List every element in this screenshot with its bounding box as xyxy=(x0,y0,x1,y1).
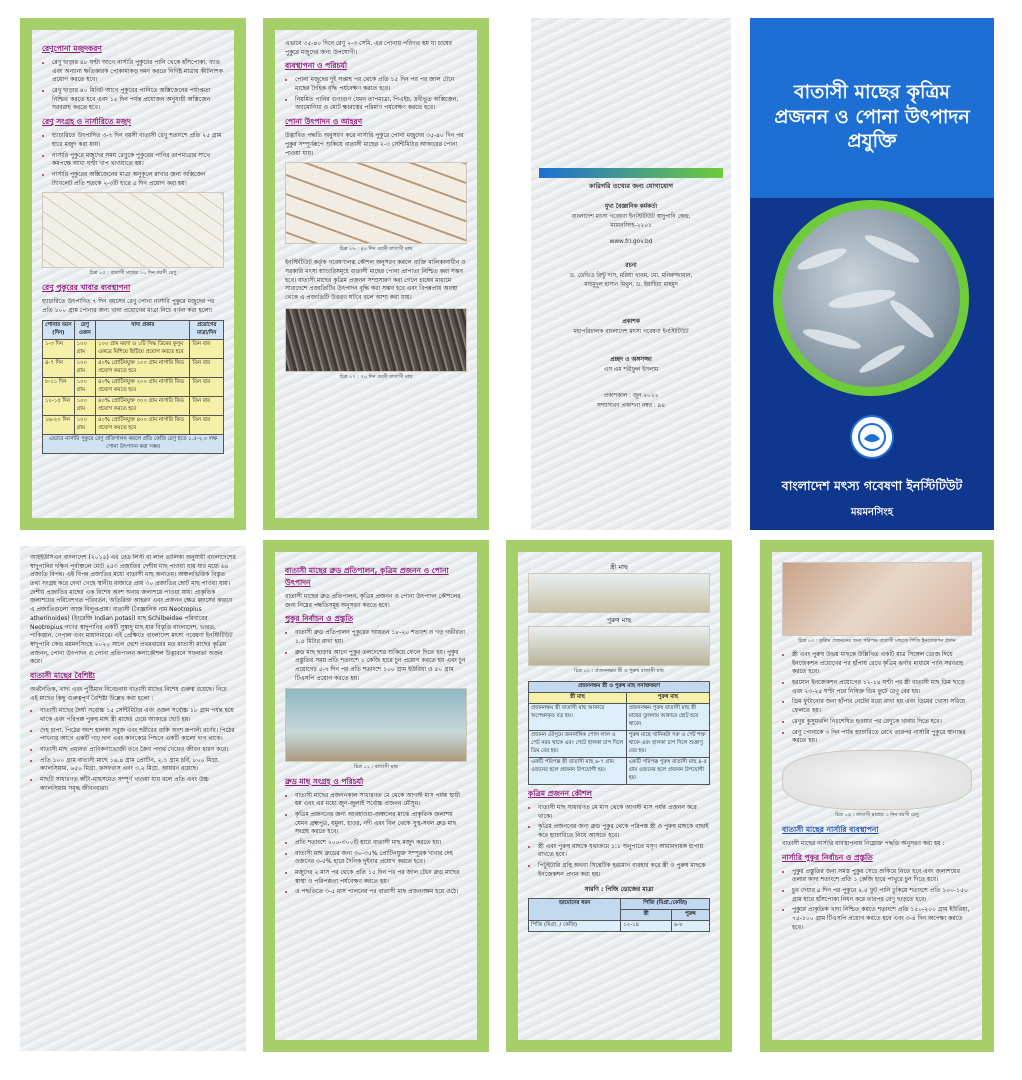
bullet: • নিয়মিত পানির গুণাগুণ যেমন তাপমাত্রা, পিএইচ, দ্রবীভূত অক্সিজেন, অ্যামোনিয়া ও মোট ক্ষারত্বের পরিমাণ পর্যবেক্ষণ করতে হবে। xyxy=(295,96,467,113)
table-cell: ৮-১১ দিন xyxy=(43,377,75,396)
caption: চিত্র ০২ : প্রজননক্ষম স্ত্রী ও পুরুষ বাতাসী মাছ xyxy=(574,668,664,674)
heading-brood: বাতাসী মাছের ব্রুড প্রতিপালন, কৃত্রিম প্রজনন ও পোনা উৎপাদন xyxy=(285,566,449,587)
feed-table xyxy=(42,320,224,454)
table-cell: ৪০% প্রোটিনযুক্ত ২০০ গ্রাম নার্সারি ফিড প্রয়োগ করতে হবে xyxy=(95,377,189,396)
photo-70-day-fish xyxy=(285,308,467,372)
table-cell: একটি পরিপক্ক স্ত্রী বাতাসী মাছ ৬-৭ গ্রাম ওজনের হলে প্রজনন উপযোগী হয়। xyxy=(529,758,627,785)
heading-nursery: বাতাসী মাছের নার্সারি ব্যবস্থাপনা xyxy=(782,824,879,834)
table-cell: ১০০ গ্রাম ময়দা ও ১টি সিদ্ধ ডিমের কুসুম একত্রে মিশিয়ে ছিটিয়ে প্রয়োগ করতে হবে xyxy=(95,339,189,358)
bullet: • প্রতি শতাংশে ২০০-৩০০টি হারে বাতাসী মাছ মজুদ করতে হয়। xyxy=(295,839,467,848)
table-cell: তিন বার xyxy=(190,415,224,434)
bullet: • নার্সারি পুকুরে মজুদের সময় রেণুকে পুকুরের পানির তাপমাত্রার সাথে কমপক্ষে আধা ঘণ্টা খাপ খাওয়াতে হয়। xyxy=(52,152,224,169)
paragraph: ইনস্টিটিউট কর্তৃক গবেষণালব্ধ কৌশল অনুসরণ করলে ব্যক্তি মালিকানাধীন ও সরকারি মৎস্য হ্যাচারিসমূহে বাতাসী মাছের পোনা প্রাপ্যতা নিশ্চিত করা সম্ভব হবে। বাতাসী মাছের কৃত্রিম প্রজনন সম্প্রসারণ করা গেলে চাষের মাধ্যমে সারাদেশে প্রজাতিটির উৎপাদন বৃদ্ধি করা সম্ভব হবে এবং বিপন্নপ্রায় অবস্থা থেকে এ প্রজাতিটি উত্তরণ ঘটবে বলে আশা করা যায়। xyxy=(285,259,466,301)
panel-content xyxy=(275,552,477,1040)
bullet: • বাতাসী মাছ ব্রুডের জন্য ৩০-৩৫% প্রোটিনযুক্ত সম্পূরক খাবার দেহ ওজনের ৩-৫% হারে দৈনিক দুইবার প্রয়োগ করতে হবে। xyxy=(295,850,467,867)
table-cell: তিন বার xyxy=(190,377,224,396)
table-cell: ১-৩ দিন xyxy=(43,339,75,358)
paragraph: উদ্ভাবিত পদ্ধতি অনুসরণ করে নার্সারি পুকুরে পোনা মজুদের ৩৫-৪০ দিন পর পুকুর সম্পূর্ণরূপে শুকিয়ে বাতাসী মাছের ২-৩ সেন্টিমিটার আকারের পোনা পাওয়া যায়। xyxy=(285,132,464,157)
paragraph: অর্থনৈতিক, খাদ্য এবং পুষ্টিমান বিবেচনায় বাতাসী মাছের বিশেষ গুরুত্ব রয়েছে। নিচে এই মাছের কিছু গুরুত্বপূর্ণ বৈশিষ্ট্য উল্লেখ করা হলো : xyxy=(30,685,227,702)
panel-nursery-stocking xyxy=(20,18,246,530)
table-cell: একটি পরিপক্ক পুরুষ বাতাসী মাছ ৪-৫ গ্রাম ওজনের হলে প্রজনন উপযোগী হয়। xyxy=(626,758,709,785)
panel-content xyxy=(772,552,982,1040)
heading-fry-stocking: রেণুপোনা মজুদকরণ xyxy=(42,44,102,53)
table-header: পোনার বয়স (দিন) xyxy=(43,320,75,339)
table-cell: পুরুষ মাছে খানিকটা সরু ও পেট শক্ত থাকে এবং হালকা চাপ দিলে শুক্রাণু বের হয়। xyxy=(626,731,709,758)
table-cell: ১২-১৪ xyxy=(621,920,672,931)
bullet: • স্ত্রী এবং পুরুষ মাছকে যথাক্রমে ১:১ অনুপাতে মসৃণ আরামদায়ক হাপায় রাখতে হবে। xyxy=(538,843,710,860)
paragraph: বাতাসী মাছের ব্রুড প্রতিপালন, কৃত্রিম প্রজনন ও পোনা উৎপাদন কৌশলের জন্য নিম্নের পদ্ধতিসমূহ অনুসরণ করতে হবে। xyxy=(285,593,461,609)
design-title: প্রচ্ছদ ও অঙ্গসজ্জা xyxy=(610,357,652,363)
table-header: পুরুষ মাছ xyxy=(626,693,709,704)
table-cell: প্রজননক্ষম পুরুষ বাতাসী মাছ স্ত্রী মাছের তুলনায় আকারে ছোট হয়ে থাকে। xyxy=(626,704,709,731)
heading-characteristics: বাতাসী মাছের বৈশিষ্ট্য xyxy=(30,670,95,680)
table-footer: এভাবে নার্সারি পুকুরে রেণু প্রতিপালন করলে প্রতি কেজি রেণু হতে ১.৫-২.০ লক্ষ পোনা উৎপাদন করা সম্ভব xyxy=(43,434,224,453)
authors-title: রচনা xyxy=(625,263,637,269)
paragraph: বাতাসী মাছের নার্সারি ব্যবস্থাপনায় নিম্নোক্ত পদ্ধতি অনুসরণ করা হয় : xyxy=(782,839,945,847)
bullet: • বাতাসী মাছ প্রধানত প্রাণিকণাভোজী তবে জৈব পদার্থ খেয়েও জীবন ধারণ করে। xyxy=(40,746,236,755)
table-cell: ১০০ গ্রাম xyxy=(74,339,95,358)
table-cell: তিন বার xyxy=(190,396,224,415)
paragraph: আইইউসিএন বাংলাদেশ (২০১৫) এর রেড লিস্ট বা লাল তালিকা অনুযায়ী বাংলাদেশের স্বাদুপানির দক্ষিণ পূর্বাঞ্চলে মোট ২৫৩ প্রজাতির দেশীয় মাছ পাওয়া যায় যার মধ্যে ৬৪ প্রজাতি বিপন্ন। এই বিপন্ন প্রজাতির মধ্যে বাতাসী মাছ অন্যতম। অঞ্চলভিত্তিক বিস্তৃত তথ্য সংগ্রহ করে দেখা গেছে স্থানীয় বাজারে প্রায় ৩০ প্রজাতির ছোট মাছ পাওয়া যায়। দেশীয় প্রজাতির মাছের এক বিশেষ অংশ অবাধ জলাশয়ে পাওয়া যায়। প্রাকৃতিক জলাশয়ের পরিবেশগত পরিবর্তন, অতিরিক্ত আহরণ এবং প্রজনন ক্ষেত্র ধ্বংসের কারণে এ প্রজাতিগুলো আজ বিলুপ্তপ্রায়। বাতাসী (বৈজ্ঞানিক নাম Neotropius atherinoides) (ইংরেজি Indian potasi) মাছ Schilbeidae পরিবারের Neotropius গণের স্বাদুপানির একটি সুস্বাদু মাছ যার বিস্তৃতি বাংলাদেশ, ভারত, পাকিস্তান, নেপাল এবং মায়ানমারে। এই প্রেক্ষিতে বাংলাদেশ মৎস্য গবেষণা ইনস্টিটিউট স্বাদুপানি কেন্দ্র ময়মনসিংহে ২০২০ সালে দেশে প্রথমবারের মত বাতাসী মাছের কৃত্রিম প্রজনন, পোনা উৎপাদন ও পোনা প্রতিপালন কলাকৌশল উদ্ভাবনে সফলতা অর্জন করে। xyxy=(30,554,236,666)
panel-introduction xyxy=(20,546,246,1051)
male-label: পুরুষ মাছ xyxy=(606,616,632,624)
bullet: • রেণু ছাড়ার ৪০ মিনিট আগে পুকুরের পানিতে অক্সিজেনের পর্যাপ্ততা নিশ্চিত করতে হবে এবং ১৫ দিন পর্যন্ত প্রয়োজন অনুযায়ী অক্সিজেন সরবরাহ করতে হবে। xyxy=(52,87,224,113)
panel-content xyxy=(518,552,720,1040)
bullet: • ডিম ফুটানোর জন্য হাঁপার নেটের মধ্যে রাখা হয় এবং ডিমের খোসা সরিয়ে ফেলতে হয়। xyxy=(792,698,972,715)
heading-fry-collection: রেণু সংগ্রহ ও নার্সারিতে মজুদ xyxy=(42,117,131,127)
bullet: • বাতাসী ব্রুড প্রতিপালন পুকুরের আয়তন ১৮-২০ শতাংশ ও গড় গভীরতা ১.৫ মিটার রাখা হয়। xyxy=(295,629,467,646)
table-cell: ১৬-২০ দিন xyxy=(43,415,75,434)
cover-panel xyxy=(750,18,994,530)
heading-nursery-pond: নার্সারি পুকুর নির্বাচন ও প্রস্তুতি xyxy=(782,852,873,862)
heading-feed-management: রেণু পুকুরের খাবার ব্যবস্থাপনা xyxy=(42,283,131,293)
bullet: • ব্রুড মাছ ছাড়ার আগে পুকুর তলদেশের শুকিয়ে ফেলে দিতে হয়। পুকুর প্রস্তুতির সময় প্রতি শতাংশে ১ কেজি হারে চুন প্রয়োগ করতে হয় এবং চুন প্রয়োগের ৫-৭ দিন পর প্রতি শতাংশে ১০০ গ্রাম ইউরিয়া ও ৫০ গ্রাম টিএসপি প্রয়োগ করতে হয়। xyxy=(295,649,467,684)
dose-table xyxy=(528,898,710,932)
bfri-logo-icon xyxy=(850,415,894,459)
institute-name: বাংলাদেশ মৎস্য গবেষণা ইনস্টিটিউট xyxy=(781,478,963,493)
dg-title: মুখ্য বৈজ্ঞানিক কর্মকর্তা xyxy=(604,204,658,210)
bullet: • বাতাসী মাছের দৈর্ঘ্য সর্বোচ্চ ১৫ সেন্টিমিটার এবং ওজন সর্বোচ্চ ১৮ গ্রাম পর্যন্ত হয়ে থাকে এবং পরিপক্ক পুরুষ মাছ স্ত্রী মাছের চেয়ে আকারে ছোট হয়। xyxy=(40,707,236,724)
table-cell: তিন বার xyxy=(190,339,224,358)
heading-breeding-technique: কৃত্রিম প্রজনন কৌশল xyxy=(528,789,593,798)
website: www.fri.gov.bd xyxy=(609,239,653,245)
bullet: • কৃত্রিম প্রজননের জন্য আবহাওয়া-অঞ্চলের মাঝে প্রাকৃতিক জলাশয় যেমন ব্রহ্মপুত্র, যমুনা, হাওর, নদী এবং বিল থেকে সুস্থ-সবল ব্রুড মাছ সংগ্রহ করতে হবে। xyxy=(295,811,467,837)
authors: ড. ডেভিড রিন্টু দাস, মরিয়া খানম, মো. মনিরুজ্জামান, মাহমুদুল হাসান মিথুন, ড. ইয়াহিয়া মাহমুদ xyxy=(569,273,693,288)
bullet: • দেহ চাপা, পিঠের অংশ হালকা সবুজ এবং শরীরের বাকি অংশ রূপালী বর্ণের। পিঠের পাখনার আগে একটি গাঢ় দাগ এবং কানকোর পিছনে একটি কালো দাগ থাকে। xyxy=(40,727,236,744)
table-header: পিজি (মিগ্রা./কেজি) xyxy=(621,898,710,909)
caption: চিত্র ০৬ : ৪০ দিন বয়সী বাতাসী মাছ xyxy=(339,246,413,253)
heading-pond-prep: পুকুর নির্বাচন ও প্রস্তুতি xyxy=(285,614,354,624)
bullet: • মজুদের ২ মাস পর থেকে প্রতি ১৫ দিন পর পর জাল টেনে ব্রুড মাছের স্বাস্থ্য ও পরিপক্কতা পর্যবেক্ষণ করতে হয়। xyxy=(295,869,467,886)
panel-content xyxy=(32,30,234,518)
panel-content xyxy=(275,30,477,518)
table-cell: ৪-৭ দিন xyxy=(43,358,75,377)
photo-injection xyxy=(782,562,972,636)
caption: চিত্র ০৪ : বাতাসী মাছের ৩ দিন বয়সী রেণু xyxy=(835,811,919,818)
table-header: স্ত্রী মাছ xyxy=(529,693,627,704)
comparison-table xyxy=(528,681,710,785)
table-cell: ১২-১৫ দিন xyxy=(43,396,75,415)
photo-40-day-fish xyxy=(285,162,467,244)
table-cell: ৪০% প্রোটিনযুক্ত ৩০০ গ্রাম নার্সারি ফিড প্রয়োগ করতে হবে xyxy=(95,396,189,415)
panel-content xyxy=(30,554,236,1043)
table-cell: ৪০% প্রোটিনযুক্ত ৪০০ গ্রাম নার্সারি ফিড প্রয়োগ করতে হবে xyxy=(95,415,189,434)
table-cell: ১০০ গ্রাম xyxy=(74,396,95,415)
paragraph: হ্যাচারিতে উৎপাদিত ৭ দিন বয়সের রেণু পোনা নার্সারি পুকুরে মজুদের পর প্রতি ১০০ গ্রাম পোনার জন্য খাদ্য প্রয়োগের মাত্রা নিচে বর্ণনা করা হলো। xyxy=(42,298,215,314)
table-title: প্রজননক্ষম স্ত্রী ও পুরুষ মাছ সনাক্তকরণ xyxy=(529,682,710,693)
bullet: • চুন দেয়ার ৫ দিন পর পুকুরে ২.৫ ফুট পানি ঢুকিয়ে শতাংশে প্রতি ১০০-১৫০ গ্রাম হারে হাঁসপোকা নিধন করে তারপর রেণু ছাড়তে হবে। xyxy=(792,887,972,904)
bullet: • পুকুর প্রস্তুতির জন্য সমস্ত পুকুর সেচে শুকিয়ে নিতে হবে এবং জলাশয়ের তলার কাদা শতাংশে প্রতি ১ কেজি হারে পাথুরে চুন দিতে হবে। xyxy=(792,868,972,885)
publication-date: প্রকাশকাল : জুন ২০২২ xyxy=(603,393,659,399)
photo-3-day-fry xyxy=(782,750,972,810)
bullet: • বাতাসী মাছ সাধারণত মে মাস থেকে আগস্ট মাস পর্যন্ত প্রজনন করে থাকে। xyxy=(538,804,710,821)
panel-contact-info xyxy=(531,18,731,530)
bullet: • হরমোন ইনজেকশন প্রয়োগের ১২-১৪ ঘণ্টা পর স্ত্রী বাতাসী মাছ ডিম ছাড়ে এবং ২৩-২৫ ঘণ্টা পরে নিষিক্ত ডিম ফুটে রেণু বের হয়। xyxy=(792,679,972,696)
table-header: হরমোনের ধরন xyxy=(529,898,621,920)
designer: এস এম শরীফুল ইসলাম xyxy=(603,367,659,373)
table-cell: পিজি (মিগ্রা. / কেজি) xyxy=(529,920,621,931)
photo-batasi-fish xyxy=(285,688,467,762)
panel-nursery-management xyxy=(760,540,994,1052)
bullet: • কৃত্রিম প্রজননের জন্য ব্রুড পুকুর থেকে পরিপক্ক স্ত্রী ও পুরুষ মাছকে বাছাই করে হ্যাচারিতে নিয়ে আসতে হবে। xyxy=(538,823,710,840)
caption: চিত্র ০৭ : ৭০ দিন বয়সী বাতাসী মাছ xyxy=(339,373,413,380)
photo-male-fish xyxy=(528,626,710,666)
publication-number: সম্প্রসারণ প্রকাশনা নম্বর : ৯৪ xyxy=(596,403,666,409)
table-cell: ৪০% প্রোটিনযুক্ত ১০০ গ্রাম নার্সারি ফিড প্রয়োগ করতে হবে xyxy=(95,358,189,377)
bullet: • মাছটি সাধারণত কাঁটা-মাছসমেত সম্পূর্ণ খাওয়া যায় বলে প্রতি এবং উচ্চ ক্যালসিয়াম সমৃদ্ধ জীবনধারা। xyxy=(40,776,236,793)
photo-female-fish xyxy=(528,573,710,613)
bullet: • নার্সারি পুকুরের অক্সিজেনের মাত্রা অনুকূলে রাখার জন্য অক্সিজেন ট্যাবলেট প্রতি শতকে ২-৩টি হারে ৫ দিন প্রয়োগ করা হয়। xyxy=(52,171,224,188)
table-cell: প্রজননক্ষম স্ত্রী বাতাসী মাছ আকারে অপেক্ষাকৃত বড় হয়। xyxy=(529,704,627,731)
bullet: • স্ত্রী এবং পুরুষ উভয় মাছকে উল্লিখিত একটি মাত্র সিঙ্গেল ডোজ দিয়ে ইনজেকশন প্রয়োগের পর হাঁপায় রেখে কৃত্রিম ঝর্ণার মাধ্যমে পানি সরবরাহ করতে হবে। xyxy=(792,651,972,677)
heading-management: ব্যবস্থাপনা ও পরিচর্যা xyxy=(285,61,348,71)
table-header: পুরুষ xyxy=(671,909,709,920)
female-label: স্ত্রী মাছ xyxy=(610,563,628,571)
publisher: মহাপরিচালক বাংলাদেশ মৎস্য গবেষণা ইনস্টিটিউট xyxy=(573,329,689,335)
bullet: • প্রতি ১০০ গ্রাম বাতাসী মাছে ১৬.৪ গ্রাম প্রোটিন, ২.১ গ্রাম চর্বি, ৮০০ মিগ্রা. ক্যালসিয়াম, ৬৫০ মিগ্রা. ফসফরাস এবং ৩.২ মিগ্রা. আয়রন রয়েছে। xyxy=(40,757,236,774)
bullet: • বাতাসী মাছের প্রজননকাল সাধারণত মে থেকে আগস্ট মাস পর্যন্ত স্থায়ী হয় এবং এর মধ্যে জুন-জুলাই সর্বোচ্চ প্রজনন মৌসুম। xyxy=(295,792,467,809)
publisher-title: প্রকাশক xyxy=(622,319,640,325)
panel-artificial-breeding xyxy=(506,540,732,1052)
contact-title-bar xyxy=(539,168,723,178)
table-cell: প্রজনন মৌসুমে জননাঙ্গিক পোল লাল ও পেট নরম থাকে এবং পেটে হালকা চাপ দিলে ডিম বের হয়। xyxy=(529,731,627,758)
contact-title: কারিগরি তথ্যের জন্য যোগাযোগ xyxy=(588,182,673,190)
bullet: • পুকুরে প্রাকৃতিক খাদ্য নিশ্চিত করতে শতাংশে প্রতি ১৫০-২০০ গ্রাম ইউরিয়া, ৭৫-১০০ গ্রাম টিএসপি প্রয়োগ করতে হবে এবং ৩-৪ দিন অপেক্ষা করতে হবে। xyxy=(792,906,972,932)
dg-address: বাংলাদেশ মৎস্য গবেষণা ইনস্টিটিউট স্বাদুপানি কেন্দ্র, ময়মনসিংহ-২২০১ xyxy=(571,214,691,229)
cover-title: বাতাসী মাছের কৃত্রিম প্রজনন ও পোনা উৎপাদন প্রযুক্তি xyxy=(774,81,970,153)
paragraph: এভাবে ৩৫-৪০ দিনে রেণু ২-৩ সেমি. এর পোনায় পরিণত হয় যা চাষের পুকুরে মজুদের জন্য উপযোগী। xyxy=(285,40,452,56)
bullet: • পোনা মজুদের দুই সপ্তাহ পর থেকে প্রতি ১৫ দিন পর পর জাল টেনে মাছের দৈহিক বৃদ্ধি পর্যবেক্ষণ করতে হবে। xyxy=(295,76,467,93)
table-header: স্ত্রী xyxy=(621,909,672,920)
panel-brood-rearing xyxy=(263,540,489,1052)
bullet: • পিটুইটারি গ্রন্থি অথবা সিন্থেটিক হরমোন ব্যবহার করে স্ত্রী ও পুরুষ মাছকে ইনজেকশন প্রদান করা হয়। xyxy=(538,862,710,879)
caption: চিত্র ০১ : বাতাসী মাছ xyxy=(354,763,398,770)
photo-fry xyxy=(42,192,224,268)
table-cell: ১০০ গ্রাম xyxy=(74,415,95,434)
caption: চিত্র ০৩ : কৃত্রিম প্রজননের জন্য পরিপক্ক বাতাসী মাছকে পিজি ইনজেকশন প্রদান xyxy=(798,638,956,644)
table-cell: ১০০ গ্রাম xyxy=(74,358,95,377)
bullet: • এ পদ্ধতিতে ৩-৫ মাস পালনের পর বাতাসী মাছ প্রজননক্ষম হয়ে ওঠে। xyxy=(295,888,467,897)
bullet: • রেণু ছাড়ার ৪৮ ঘণ্টা আগে নার্সারি পুকুরের পানি থেকে হাঁসপোকা, ব্যাঙ এবং অন্যান্য ক্ষতিকারক পোকামাকড় দমন করতে নির্দিষ্ট মাত্রায় কীটনাশক প্রয়োগ করতে হবে। xyxy=(52,59,224,85)
bullet: • রেণুর কুসুমথলি নিঃশেষিত হওয়ার পর রেণুকে খাবার দিতে হবে। xyxy=(792,718,972,727)
table-cell: ৬-৮ xyxy=(671,920,709,931)
cover-fish-photo xyxy=(782,209,960,387)
panel-fingerling-production xyxy=(263,18,489,530)
dose-title: সারণি : পিজি ডোজের মাত্রা xyxy=(584,885,654,893)
table-header: খাদ্য প্রকার xyxy=(95,320,189,339)
table-cell: তিন বার xyxy=(190,358,224,377)
table-cell: ১০০ গ্রাম xyxy=(74,377,95,396)
caption: চিত্র ০৫ : বাতাসী মাছের ১০ দিন বয়সী রেণু xyxy=(89,270,177,277)
bullet: • হ্যাচারিতে উৎপাদিত ৩-৭ দিন বয়সী বাতাসী রেণু শতাংশে প্রতি ২৫ গ্রাম হারে মজুদ করা যায়। xyxy=(52,132,224,149)
heading-production: পোনা উৎপাদন ও আহরণ xyxy=(285,117,363,127)
bullet: • রেণু পোনাকে ৩ দিন পর্যন্ত হ্যাচারিতে রেখে তারপর নার্সারি পুকুরে স্থানান্তর করতে হয়। xyxy=(792,729,972,746)
table-header: প্রয়োগের মাত্রা/দিন xyxy=(190,320,224,339)
fish-pattern xyxy=(782,209,960,387)
city-name: ময়মনসিংহ xyxy=(851,507,893,518)
table-header: রেণু ওজন xyxy=(74,320,95,339)
heading-brood-collection: ব্রুড মাছ সংগ্রহ ও পরিচর্যা xyxy=(285,776,364,786)
